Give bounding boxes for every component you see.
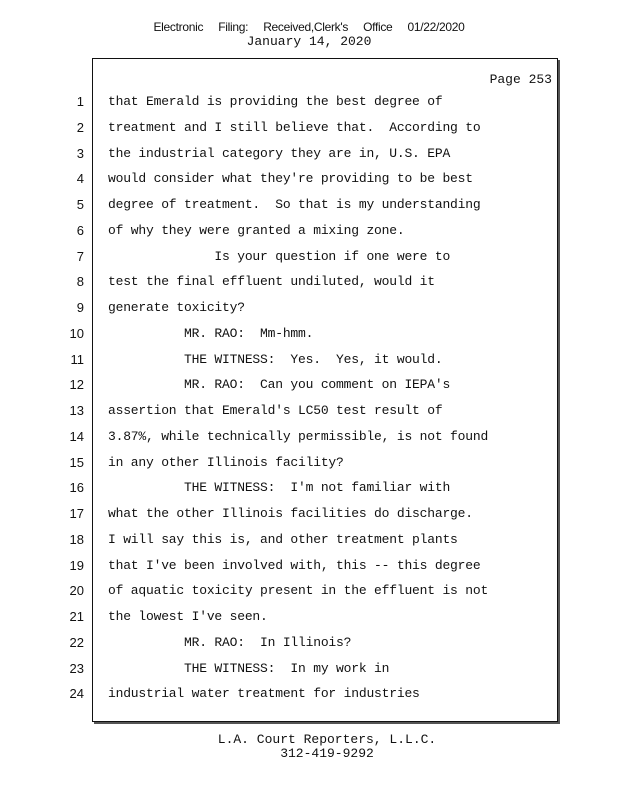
line-number: 11	[70, 351, 84, 367]
filing-header	[0, 20, 618, 49]
line-number: 21	[69, 609, 84, 624]
line-number: 12	[69, 377, 84, 393]
line-text: THE WITNESS: Yes. Yes, it would.	[108, 351, 443, 367]
page-number: Page 253	[489, 72, 552, 87]
line-number: 4	[76, 171, 84, 187]
line-text: 3.87%, while technically permissible, is not found	[108, 428, 489, 444]
filing-word-office: Office	[363, 20, 393, 34]
line-text: what the other Illinois facilities do discharge.	[108, 506, 473, 521]
line-text: Is your question if one were to	[108, 248, 451, 264]
reporter-company: L.A. Court Reporters, L.L.C.	[217, 732, 437, 747]
line-number: 14	[69, 428, 84, 444]
line-number: 15	[69, 454, 84, 470]
line-number: 10	[69, 325, 84, 341]
line-number: 5	[76, 197, 84, 212]
line-text: MR. RAO: Mm-hmm.	[108, 325, 314, 341]
line-number: 22	[69, 634, 84, 650]
line-text: of aquatic toxicity present in the effluent is not	[108, 583, 489, 599]
line-text: degree of treatment. So that is my understanding	[108, 197, 481, 212]
line-text: that I've been involved with, this -- this degree	[108, 557, 481, 573]
line-number: 23	[69, 660, 84, 676]
filing-stamp	[0, 20, 618, 35]
hearing-date: January 14, 2020	[246, 34, 372, 49]
line-number: 16	[69, 480, 84, 496]
line-text: generate toxicity?	[108, 300, 245, 315]
line-text: I will say this is, and other treatment plants	[108, 531, 458, 547]
line-number: 18	[69, 531, 84, 547]
line-number: 20	[69, 583, 84, 599]
line-text: industrial water treatment for industries	[108, 686, 420, 702]
reporter-phone: 312-419-9292	[280, 746, 374, 761]
line-number: 3	[76, 145, 84, 161]
line-text: MR. RAO: Can you comment on IEPA's	[108, 377, 451, 393]
filing-word-electronic: Electronic	[153, 20, 204, 34]
filing-word-received: Received,Clerk's	[263, 20, 349, 34]
line-number: 17	[69, 506, 84, 521]
line-number: 13	[69, 403, 84, 418]
line-text: the industrial category they are in, U.S. EPA	[108, 145, 451, 161]
line-number: 7	[76, 248, 84, 264]
line-number: 8	[76, 274, 84, 290]
line-text: would consider what they're providing to be best	[108, 171, 473, 187]
line-text: assertion that Emerald's LC50 test result of	[108, 403, 443, 418]
line-text: in any other Illinois facility?	[108, 454, 344, 470]
line-text: THE WITNESS: In my work in	[108, 660, 390, 676]
line-text: that Emerald is providing the best degree of	[108, 94, 443, 109]
line-text: the lowest I've seen.	[108, 609, 268, 624]
line-text: THE WITNESS: I'm not familiar with	[108, 480, 451, 496]
line-number: 19	[69, 557, 84, 573]
footer	[18, 733, 618, 761]
line-number: 2	[76, 119, 84, 135]
filing-word-filing: Filing:	[218, 20, 249, 34]
line-number: 9	[76, 300, 84, 315]
line-text: test the final effluent undiluted, would it	[108, 274, 435, 290]
line-number: 1	[76, 94, 84, 109]
line-number: 24	[69, 686, 84, 702]
filing-date: 01/22/2020	[407, 20, 465, 34]
line-text: treatment and I still believe that. According to	[108, 119, 481, 135]
line-text: of why they were granted a mixing zone.	[108, 222, 405, 238]
line-number: 6	[76, 222, 84, 238]
line-text: MR. RAO: In Illinois?	[108, 634, 352, 650]
